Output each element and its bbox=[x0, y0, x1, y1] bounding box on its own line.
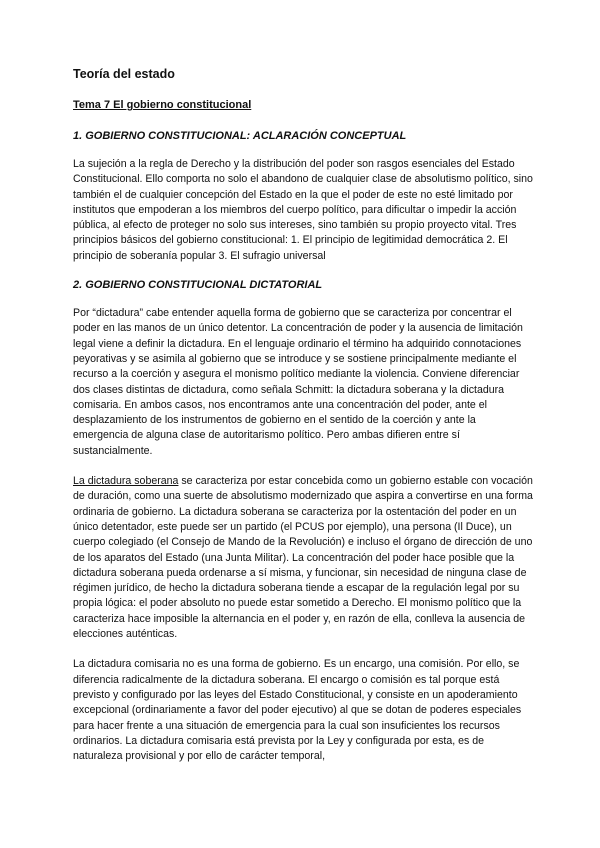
dictadura-soberana-paragraph bbox=[73, 474, 533, 642]
dictadura-definition-paragraph: Por “dictadura” cabe entender aquella forma de gobierno que se caracteriza por concentrar el poder en las manos de un único detentor. La concentración de poder y la ausencia de limitación legal viene a definir la dictadura. En el lenguaje ordinario el término ha adquirido connotaciones peyorativas y se asimila al gobierno que se introduce y se sostiene principalmente mediante el recurso a la coerción y asegura el monismo político mediante la violencia. Conviene diferenciar dos clases distintas de dictadura, como señala Schmitt: la dictadura soberana y la dictadura comisaria. En ambos casos, nos encontramos ante una concentración del poder, ante el desplazamiento de los instrumentos de gobierno en el sentido de la coerción y ante la emergencia de alguna clase de autoritarismo político. Pero ambas difieren entre sí sustancialmente. bbox=[73, 307, 523, 457]
dictadura-soberana-text: se caracteriza por estar concebida como un gobierno estable con vocación de duración, como una suerte de absolutismo modernizado que aspira a convertirse en una forma ordinaria de gobierno. La dictadura soberana se caracteriza por la ostentación del poder en un único detentador, este puede ser un partido (el PCUS por ejemplo), una persona (Il Duce), un cuerpo colegiado (el Consejo de Mando de la Revolución) e incluso el órgano de dirección de uno de los aparatos del Estado (una Junta Militar). La concentración del poder hace posible que la dictadura soberana pueda ordenarse a sí misma, y funcionar, sin necesidad de ninguna clase de régimen jurídico, de hecho la dictadura soberana tiende a escapar de la regulación legal por su propia lógica: el poder absoluto no puede estar sometido a Derecho. El monismo político que la caracteriza hace imposible la alternancia en el poder y, en razón de ella, conlleva la ausencia de elecciones auténticas. bbox=[73, 475, 533, 641]
document-subtitle: Tema 7 El gobierno constitucional bbox=[73, 99, 252, 111]
dictadura-soberana-term: La dictadura soberana bbox=[73, 475, 179, 488]
section-1-paragraph: La sujeción a la regla de Derecho y la distribución del poder son rasgos esenciales del Estado Constitucional. Ello comporta no solo el abandono de cualquier clase de absolutismo político, sino también el de cualquier concepción del Estado en la que el poder de este no esté limitado por institutos que empoderan a los miembros del cuerpo político, para dificultar o impedir la acción pública, al efecto de proteger no solo sus intereses, sino también su propio proyecto vital. Tres principios básicos del gobierno constitucional: 1. El principio de legitimidad democrática 2. El principio de soberanía popular 3. El sufragio universal bbox=[73, 158, 533, 262]
section-1-heading: 1. GOBIERNO CONSTITUCIONAL: ACLARACIÓN CONCEPTUAL bbox=[73, 130, 407, 142]
document-page bbox=[73, 66, 533, 779]
dictadura-comisaria-paragraph: La dictadura comisaria no es una forma de gobierno. Es un encargo, una comisión. Por ello, se diferencia radicalmente de la dictadura soberana. El encargo o comisión es tal porque está previsto y configurado por las leyes del Estado Constitucional, y consiste en un apoderamiento excepcional (ordinariamente a favor del poder ejecutivo) al que se dotan de poderes especiales para hacer frente a una situación de emergencia para la cual son insuficientes los recursos ordinarios. La dictadura comisaria está prevista por la Ley y configurada por esta, es de naturaleza provisional y por ello de carácter temporal, bbox=[73, 658, 522, 763]
section-2-heading: 2. GOBIERNO CONSTITUCIONAL DICTATORIAL bbox=[73, 279, 323, 292]
document-title: Teoría del estado bbox=[73, 67, 175, 81]
